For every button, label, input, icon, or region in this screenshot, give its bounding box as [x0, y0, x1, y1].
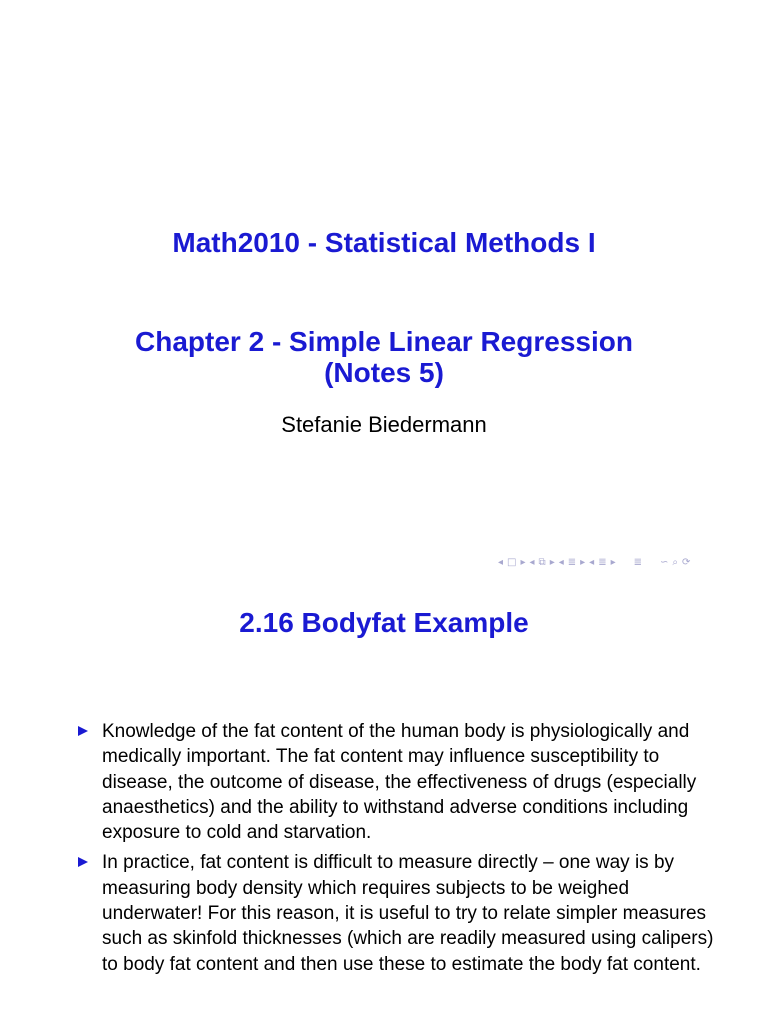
chapter-title: [0, 326, 768, 388]
frame-icon[interactable]: □: [507, 557, 517, 568]
bullet-list: [78, 719, 718, 982]
subsection-icon[interactable]: ⧉: [538, 557, 546, 568]
next-arrow-icon[interactable]: ▸: [520, 557, 526, 568]
section-icon[interactable]: ≣: [567, 557, 577, 568]
course-title: Math2010 - Statistical Methods I: [172, 227, 596, 258]
align-icon[interactable]: ≣: [633, 557, 643, 568]
next-arrow-icon[interactable]: ▸: [549, 557, 555, 568]
bullet-item: [78, 850, 718, 976]
bullet-text: In practice, fat content is difficult to measure directly – one way is by measuring body density which requires subjects to be weighed underwater! For this reason, it is useful to try to relate simpler measures such as skinfold thicknesses (which are readily measured using calipers) to body fat content and then use these to estimate the body fat content.: [102, 852, 714, 975]
beamer-navigation-bar: [498, 556, 690, 570]
prev-arrow-icon[interactable]: ◂: [589, 557, 595, 568]
search-icon[interactable]: ∽: [660, 557, 669, 568]
undo-icon[interactable]: ⟳: [682, 557, 691, 568]
search-icon[interactable]: ⌕: [672, 557, 679, 568]
author: Stefanie Biedermann: [281, 412, 487, 437]
bullet-text: Knowledge of the fat content of the human body is physiologically and medically important. The fat content may influence susceptibility to disease, the outcome of disease, the effectiveness of drugs (especially anaesthetics) and the ability to withstand adverse conditions including exposure to cold and starvation.: [102, 721, 697, 844]
bullet-triangle-icon: [78, 726, 88, 736]
next-arrow-icon[interactable]: ▸: [610, 557, 616, 568]
frame-title: 2.16 Bodyfat Example: [239, 607, 529, 638]
chapter-title-line2: (Notes 5): [324, 357, 444, 388]
prev-arrow-icon[interactable]: ◂: [529, 557, 535, 568]
section-icon[interactable]: ≣: [598, 557, 607, 568]
bullet-item: [78, 719, 718, 845]
prev-arrow-icon[interactable]: ◂: [498, 557, 504, 568]
chapter-title-line1: Chapter 2 - Simple Linear Regression: [135, 326, 633, 357]
bullet-triangle-icon: [78, 857, 88, 867]
prev-arrow-icon[interactable]: ◂: [558, 557, 564, 568]
next-arrow-icon[interactable]: ▸: [580, 557, 586, 568]
